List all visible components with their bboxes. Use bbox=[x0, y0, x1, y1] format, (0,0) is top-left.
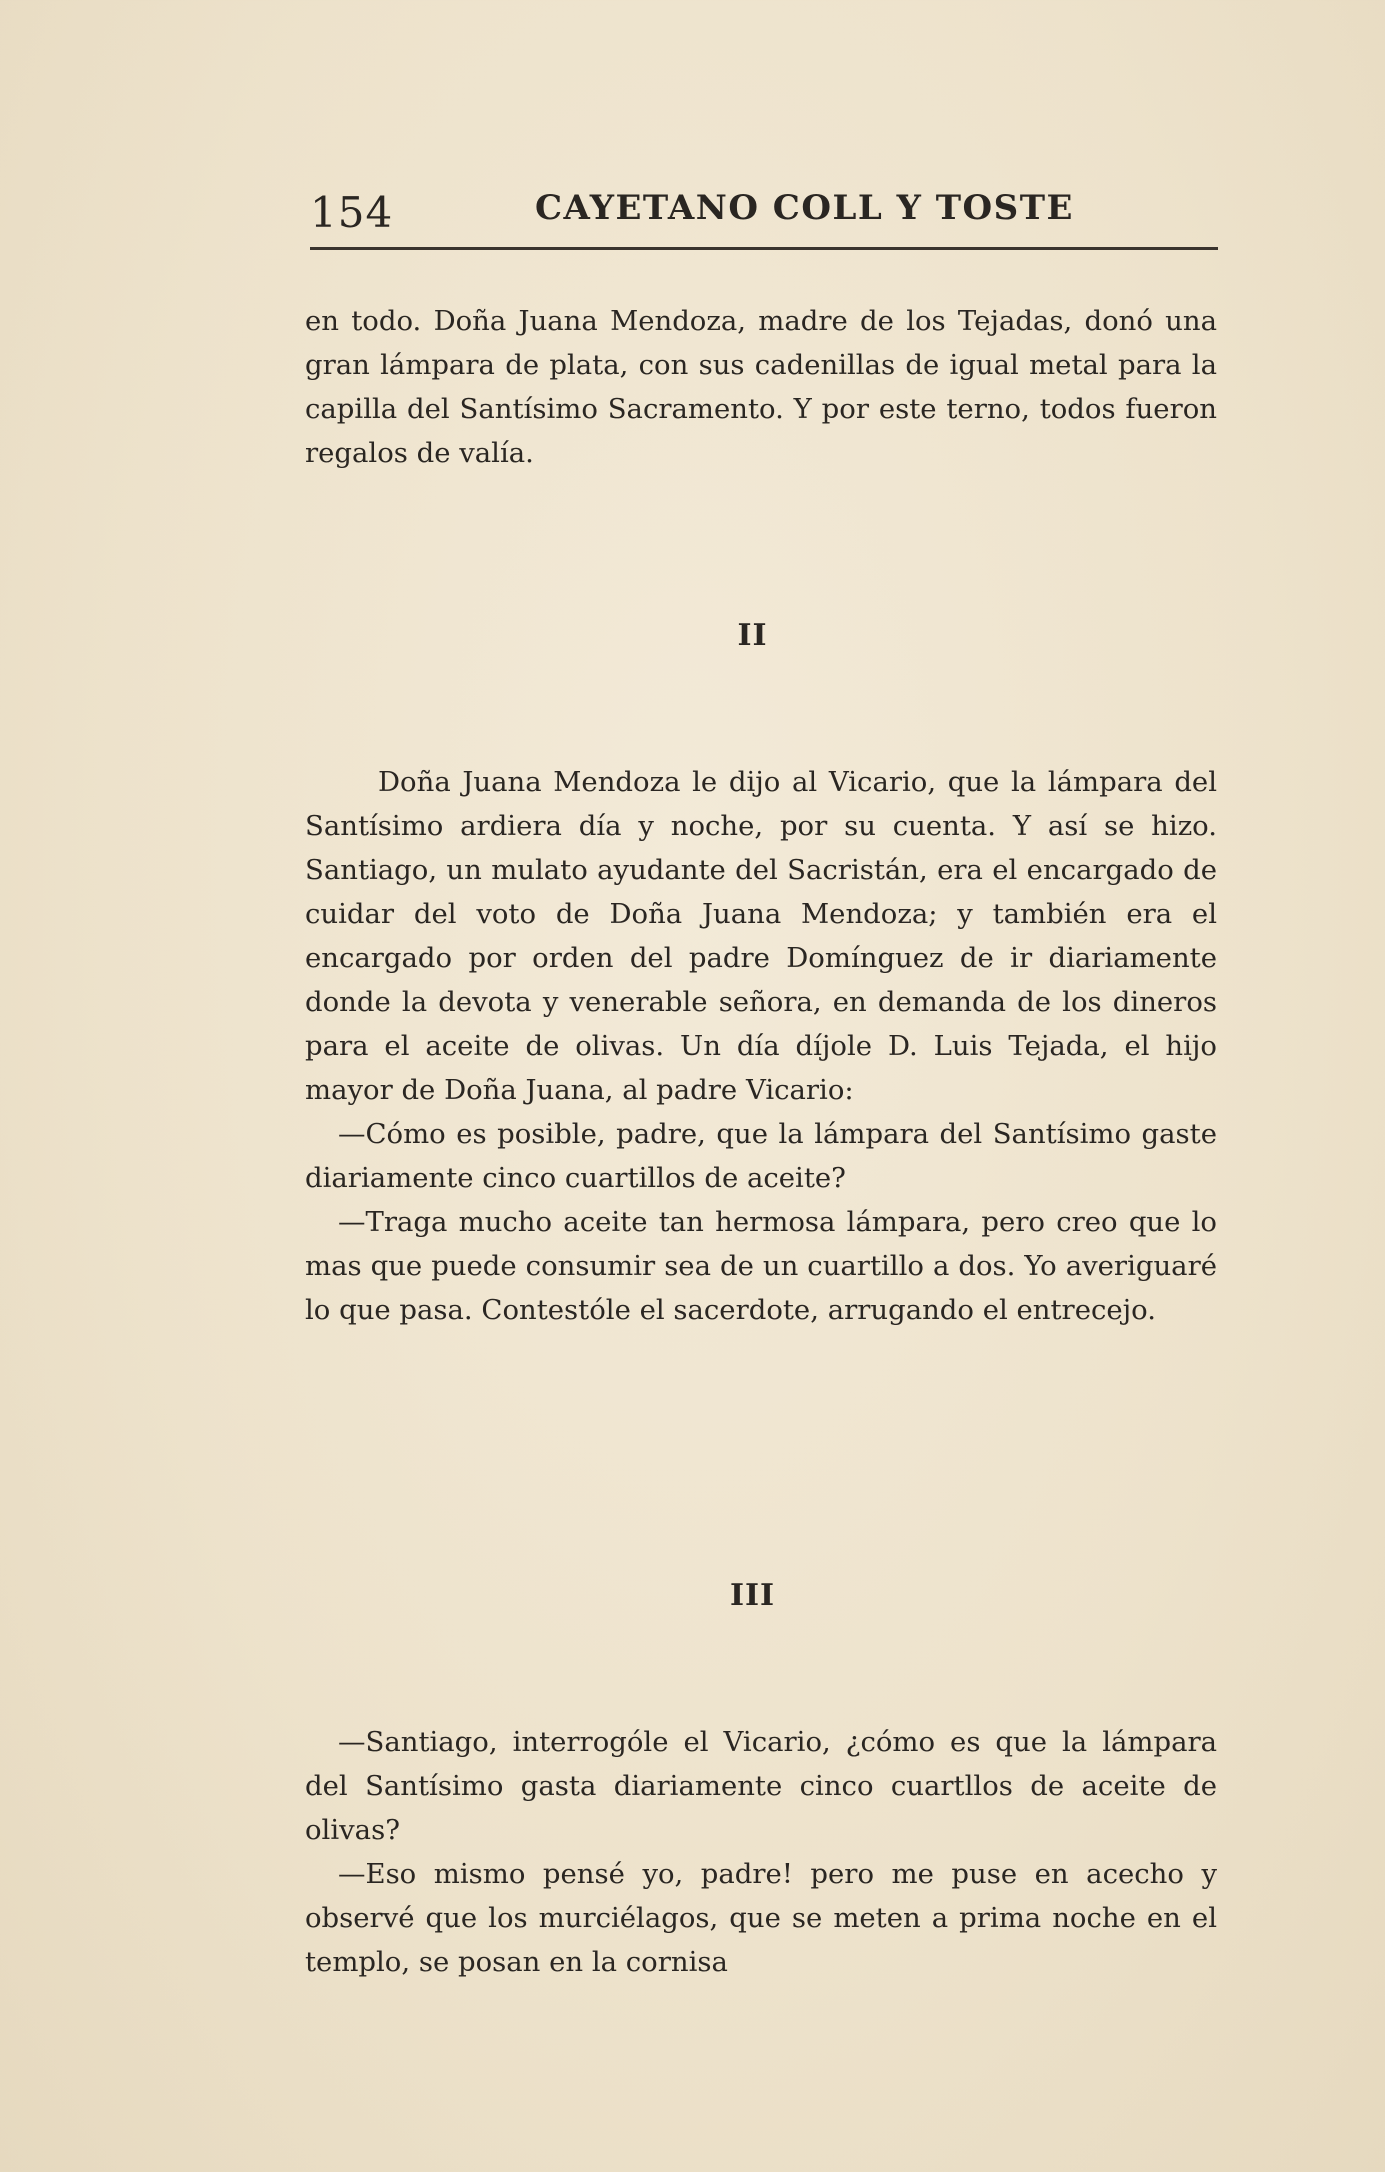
page-header bbox=[310, 180, 1218, 250]
paragraph: Doña Juana Mendoza le dijo al Vicario, que la lámpara del Santísimo ardiera día y noche, por su cuenta. Y así se hizo. Santiago, un mulato ayudante del Sacristán, era el encargado de cuidar del voto de Doña Juana Mendoza; y también era el encargado por orden del padre Domínguez de ir diariamente donde la devota y venerable señora, en demanda de los dineros para el aceite de olivas. Un día díjole D. Luis Tejada, el hijo mayor de Doña Juana, al padre Vicario: bbox=[305, 766, 1217, 1106]
section-numeral-2: II bbox=[737, 618, 768, 653]
header-rule bbox=[310, 247, 1218, 250]
dialogue-paragraph: —Eso mismo pensé yo, padre! pero me puse en acecho y observé que los murciélagos, que se meten a prima noche en el templo, se posan en la cornisa bbox=[305, 1858, 1217, 1978]
dialogue-paragraph: —Santiago, interrogóle el Vicario, ¿cómo es que la lámpara del Santísimo gasta diariamente cinco cuartllos de aceite de olivas? bbox=[305, 1726, 1217, 1846]
section-3-text bbox=[305, 1720, 1217, 1984]
section-numeral-3: III bbox=[729, 1578, 776, 1613]
dialogue-paragraph: —Cómo es posible, padre, que la lámpara del Santísimo gaste diariamente cinco cuartillos de aceite? bbox=[305, 1118, 1217, 1194]
running-title: CAYETANO COLL Y TOSTE bbox=[535, 188, 1074, 228]
paragraph: en todo. Doña Juana Mendoza, madre de los Tejadas, donó una gran lámpara de plata, con sus cadenillas de igual metal para la capilla del Santísimo Sacramento. Y por este terno, todos fueron regalos de valía. bbox=[305, 305, 1217, 469]
page-number: 154 bbox=[310, 188, 394, 237]
dialogue-paragraph: —Traga mucho aceite tan hermosa lámpara, pero creo que lo mas que puede consumir sea de un cuartillo a dos. Yo averiguaré lo que pasa. Contestóle el sacerdote, arrugando el entrecejo. bbox=[305, 1206, 1217, 1326]
section-2-text bbox=[305, 760, 1217, 1332]
section-1-text bbox=[305, 299, 1217, 475]
